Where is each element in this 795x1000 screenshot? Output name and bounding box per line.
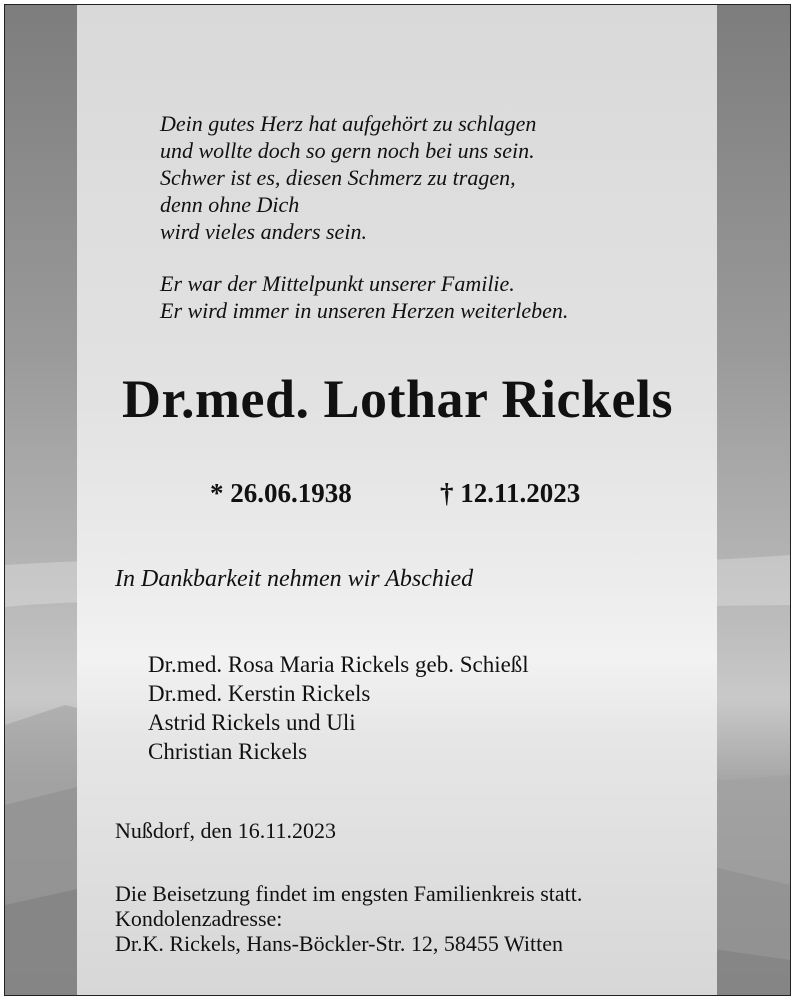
farewell-line: In Dankbarkeit nehmen wir Abschied <box>115 566 474 592</box>
mourners-list <box>148 650 529 766</box>
notice-line: Kondolenzadresse: <box>115 906 283 931</box>
mourner-name: Dr.med. Rosa Maria Rickels geb. Schießl <box>148 652 529 677</box>
poem-line: und wollte doch so gern noch bei uns sein. <box>160 138 535 163</box>
poem-line: wird vieles anders sein. <box>160 219 367 244</box>
memorial-poem <box>160 110 680 324</box>
poem-line: denn ohne Dich <box>160 192 300 217</box>
poem-line: Er war der Mittelpunkt unserer Familie. <box>160 271 515 296</box>
death-date: † 12.11.2023 <box>440 478 581 508</box>
deceased-name: Dr.med. Lothar Rickels <box>122 369 673 429</box>
place-date: Nußdorf, den 16.11.2023 <box>115 818 336 843</box>
poem-line: Er wird immer in unseren Herzen weiterleben. <box>160 298 569 323</box>
funeral-notice <box>115 881 582 956</box>
poem-line: Schwer ist es, diesen Schmerz zu tragen, <box>160 165 516 190</box>
notice-line: Dr.K. Rickels, Hans-Böckler-Str. 12, 58455 Witten <box>115 931 563 956</box>
mourner-name: Christian Rickels <box>148 739 308 764</box>
mourner-name: Astrid Rickels und Uli <box>148 710 356 735</box>
birth-date: * 26.06.1938 <box>210 478 352 508</box>
poem-line: Dein gutes Herz hat aufgehört zu schlagen <box>160 111 537 136</box>
notice-line: Die Beisetzung findet im engsten Familienkreis statt. <box>115 881 583 906</box>
mourner-name: Dr.med. Kerstin Rickels <box>148 681 371 706</box>
